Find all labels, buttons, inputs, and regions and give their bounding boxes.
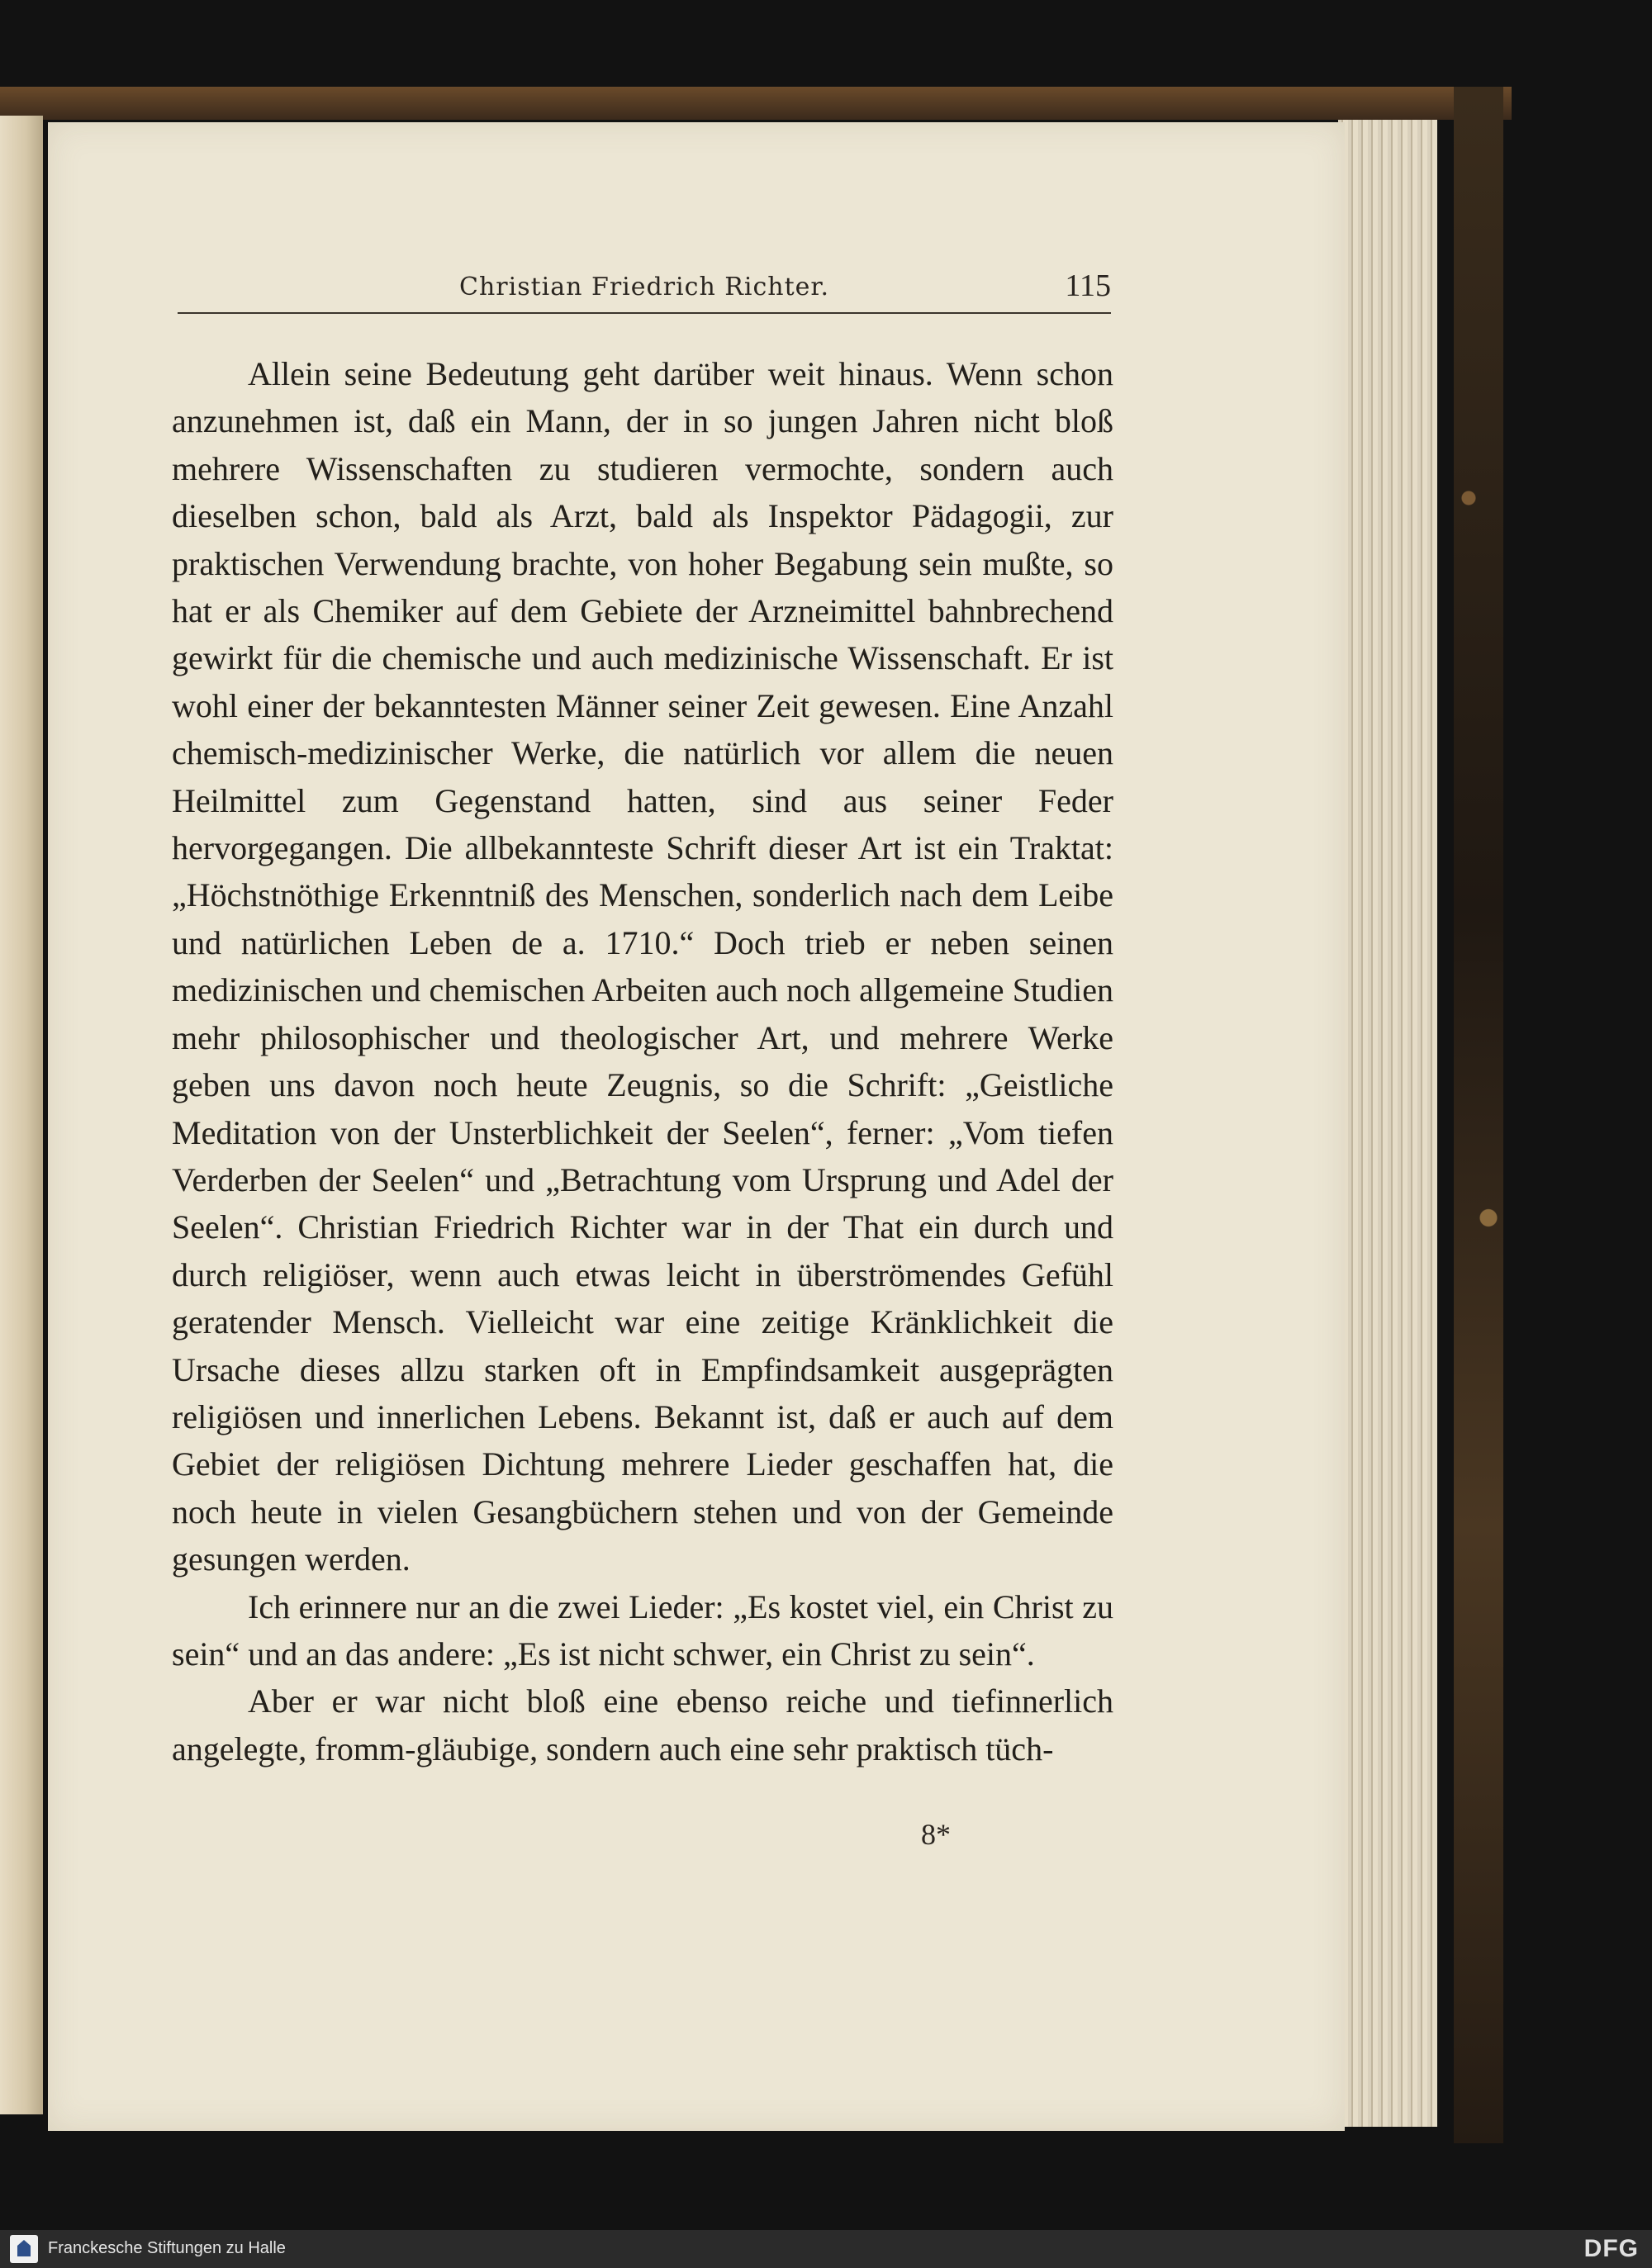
book-spine-top xyxy=(0,87,1512,120)
viewer-footer xyxy=(0,2230,1652,2268)
signature-mark: 8* xyxy=(921,1818,951,1851)
left-page-edge xyxy=(0,116,43,2114)
paragraph: Ich erinnere nur an die zwei Lieder: „Es kostet viel, ein Christ zu sein“ und an das andere: „Es ist nicht schwer, ein Christ zu sein“. xyxy=(172,1587,1113,1673)
header-rule xyxy=(178,312,1111,314)
body-text xyxy=(172,350,1113,1772)
page-stack-edge xyxy=(1338,120,1437,2127)
institution-logo-icon[interactable] xyxy=(10,2235,38,2263)
paragraph: Allein seine Bedeutung geht darüber weit hinaus. Wenn schon anzunehmen ist, daß ein Mann, der in so jungen Jahren nicht bloß mehrere Wissenschaften zu studieren vermochte, sondern auch dieselben schon, bald als Arzt, bald als Inspektor Pädagogii, zur praktischen Verwendung brachte, von hoher Begabung sein mußte, so hat er als Chemiker auf dem Gebiete der Arzneimittel bahnbrechend gewirkt für die chemische und auch medizinische Wissenschaft. Er ist wohl einer der bekanntesten Männer seiner Zeit gewesen. Eine Anzahl chemisch-medizinischer Werke, die natürlich vor allem die neuen Heilmittel zum Gegenstand hatten, sind aus seiner Feder hervorgegangen. Die allbekannteste Schrift dieser Art ist ein Traktat: „Höchstnöthige Erkenntniß des Menschen, sonderlich nach dem Leibe und natürlichen Leben de a. 1710.“ Doch trieb er neben seinen medizinischen und chemischen Arbeiten auch noch allgemeine Studien mehr philosophischer und theologischer Art, und mehrere Werke geben uns davon noch heute Zeugnis, so die Schrift: „Geistliche Meditation von der Unsterblichkeit der Seelen“, ferner: „Vom tiefen Verderben der Seelen“ und „Betrachtung vom Ursprung und Adel der Seelen“. Christian Friedrich Richter war in der That ein durch und durch religiöser, wenn auch etwas leicht in überströmendes Gefühl geratender Mensch. Vielleicht war eine zeitige Kränklichkeit die Ursache dieses allzu starken oft in Empfindsamkeit ausgeprägten religiösen und innerlichen Lebens. Bekannt ist, daß er auch auf dem Gebiet der religiösen Dichtung mehrere Lieder geschaffen hat, die noch heute in vielen Gesangbüchern stehen und von der Gemeinde gesungen werden. xyxy=(172,355,1113,1578)
paragraph: Aber er war nicht bloß eine ebenso reiche und tiefinnerlich angelegte, fromm-gläubige, sondern auch eine sehr praktisch tüch- xyxy=(172,1682,1113,1767)
running-head xyxy=(178,268,1111,314)
page-number: 115 xyxy=(1065,268,1111,303)
institution-name[interactable]: Franckesche Stiftungen zu Halle xyxy=(48,2239,286,2257)
book-cover-edge xyxy=(1454,87,1503,2143)
running-title: Christian Friedrich Richter. xyxy=(459,273,829,301)
dfg-logo[interactable]: DFG xyxy=(1583,2235,1639,2262)
